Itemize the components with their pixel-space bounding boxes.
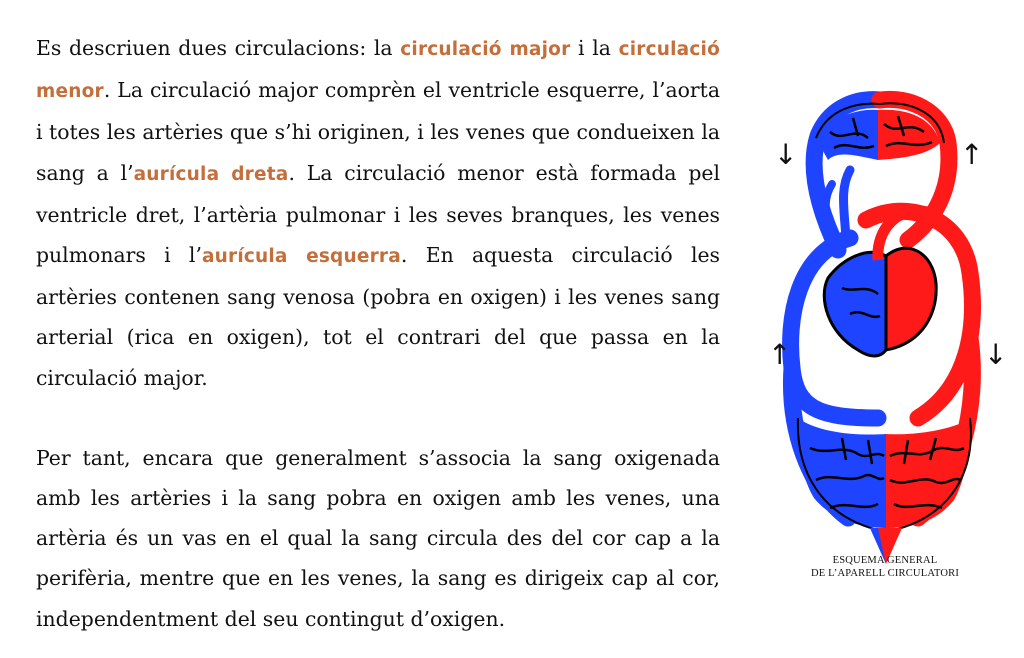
paragraph-text-segment: Es descriuen dues circulacions: la (36, 36, 401, 60)
circulatory-diagram-svg (758, 88, 1020, 588)
arrow-up-icon: ↑ (768, 338, 792, 371)
systemic-capillary-bed (798, 418, 971, 564)
highlighted-term: circulació major (400, 39, 571, 60)
lower-bed-venous (798, 418, 886, 528)
paragraph-text-segment: . La circulació menor està formada pel ventricle dret, l’artèria pulmonar i les seves branques, les venes pulmonars i l’ (36, 160, 721, 268)
heart-right-side (824, 252, 886, 356)
arrow-down-icon: ↓ (984, 338, 1008, 371)
highlighted-term: circulació menor (36, 39, 720, 103)
figure-caption (790, 554, 980, 580)
circulatory-diagram (758, 88, 1020, 588)
highlighted-term: aurícula dreta (133, 163, 289, 185)
paragraph-arteries-veins: Per tant, encara que generalment s’associa la sang oxigenada amb les artèries i la sang pobra en oxigen amb les venes, una artèria és un vas en el qual la sang circula des del cor cap a la perifèria, mentre que en les venes, la sang es dirigeix cap al cor, independentment del seu contingut d’oxigen. (36, 445, 720, 631)
caption-line-1: ESQUEMA GENERAL (832, 555, 938, 566)
caption-line-2: DE L’APARELL CIRCULATORI (810, 568, 960, 579)
paragraph-circulations (36, 28, 720, 398)
paragraph-text-segment: . En aquesta circulació les artèries contenen sang venosa (pobra en oxigen) i les venes sang arterial (rica en oxigen), tot el contrari del que passa en la circulació major. (36, 243, 721, 390)
vena-cava-superior (844, 170, 851, 238)
text-column (36, 28, 720, 639)
lower-bed-arterial (886, 418, 970, 528)
paragraph-text-segment: . La circulació major comprèn el ventricle esquerre, l’aorta i totes les artèries que s’hi originen, i les venes que condueixen la sang a l’ (36, 78, 720, 185)
arrow-up-icon: ↑ (960, 138, 984, 171)
highlighted-term: aurícula esquerra (201, 246, 401, 268)
paragraph-text-segment: i la (570, 36, 619, 60)
heart-left-side (886, 248, 936, 350)
arrow-down-icon: ↓ (774, 138, 798, 171)
